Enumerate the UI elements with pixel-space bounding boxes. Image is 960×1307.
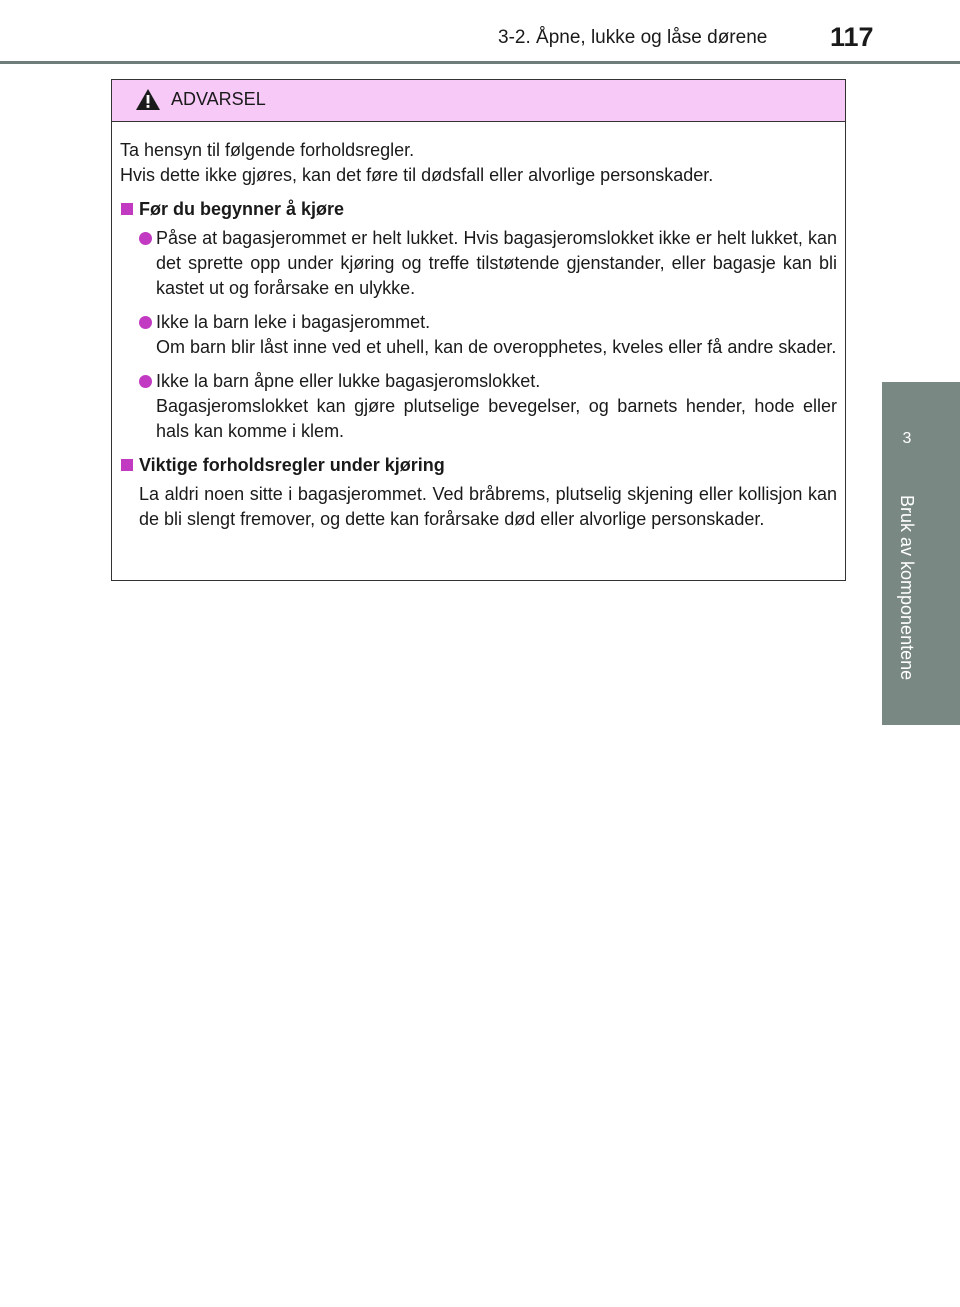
section-heading-text: Før du begynner å kjøre: [139, 199, 345, 219]
intro-line: Ta hensyn til følgende forholdsregler.: [120, 140, 415, 160]
warning-section: [120, 453, 837, 532]
chapter-number: 3: [902, 430, 912, 447]
header-rule: [0, 61, 960, 64]
warning-intro: [120, 138, 837, 188]
bullet-text: Ikke la barn leke i bagasjerommet.: [156, 312, 431, 332]
section-title: 3-2. Åpne, lukke og låse dørene: [498, 27, 768, 48]
section-heading: [120, 453, 837, 478]
warning-box: [111, 79, 846, 581]
warning-triangle-icon: [135, 88, 161, 116]
page-number: 117: [830, 22, 874, 52]
bullet-text: Påse at bagasjerommet er helt lukket. Hvis bagasjeromslokket ikke er helt lukket, kan det sprette opp under kjøring og treffe tilstøtende gjenstander, eller bagasje kan bli kastet ut og forårsake en ulykke.: [156, 228, 837, 298]
bullet-item: [120, 369, 837, 444]
round-bullet-icon: [139, 375, 152, 388]
section-heading-text: Viktige forholdsregler under kjøring: [139, 455, 445, 475]
section-paragraph: La aldri noen sitte i bagasjerommet. Ved bråbrems, plutselig skjening eller kollisjon kan de bli slengt fremover, og dette kan forårsake død eller alvorlige personskader.: [139, 484, 837, 529]
section-text: [120, 482, 837, 532]
bullet-text: Bagasjeromslokket kan gjøre plutselige bevegelser, og barnets hender, hode eller hals kan komme i klem.: [156, 396, 837, 441]
intro-line: Hvis dette ikke gjøres, kan det føre til dødsfall eller alvorlige personskader.: [120, 165, 714, 185]
warning-label: ADVARSEL: [171, 89, 266, 109]
section-heading: [120, 197, 837, 222]
bullet-text: Om barn blir låst inne ved et uhell, kan de overopphetes, kveles eller få andre skader.: [156, 337, 837, 357]
chapter-label: Bruk av komponentene: [897, 495, 917, 681]
bullet-item: [120, 310, 837, 360]
warning-body: [112, 122, 845, 532]
bullet-text: Ikke la barn åpne eller lukke bagasjeromslokket.: [156, 371, 541, 391]
round-bullet-icon: [139, 232, 152, 245]
warning-section: [120, 197, 837, 444]
round-bullet-icon: [139, 316, 152, 329]
warning-header: [112, 80, 845, 122]
bullet-item: [120, 226, 837, 301]
square-bullet-icon: [121, 203, 133, 215]
square-bullet-icon: [121, 459, 133, 471]
